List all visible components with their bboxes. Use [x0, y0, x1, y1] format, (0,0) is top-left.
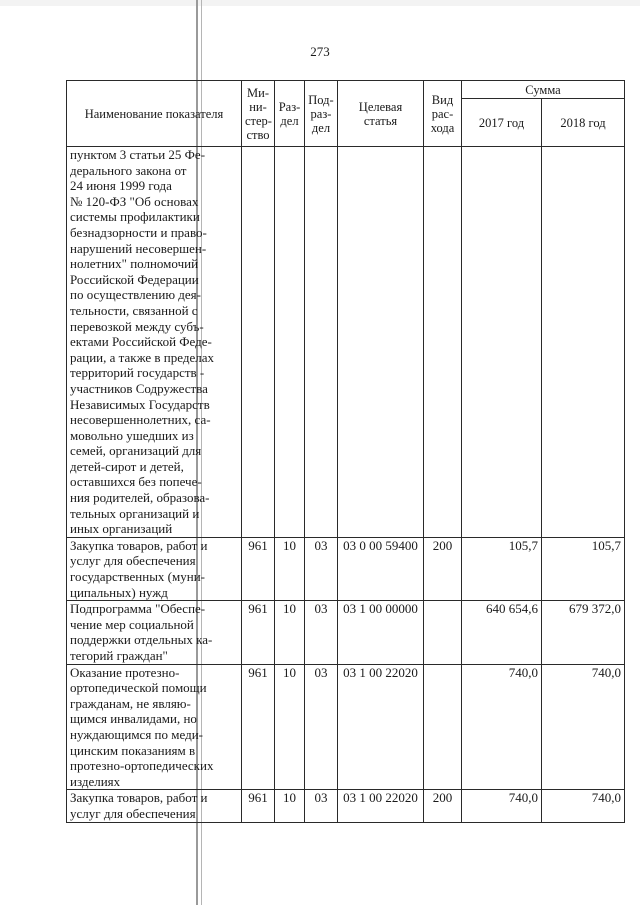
header-line: дел	[311, 120, 331, 135]
cell-sum-2018: 740,0	[542, 664, 625, 790]
name-line: цинским показаниям в	[70, 742, 196, 758]
header-line: ни-	[249, 99, 267, 114]
header-name: Наименование показателя	[67, 81, 242, 147]
header-line: Раз-	[278, 99, 301, 114]
name-line: мовольно ушедших из	[70, 427, 194, 443]
header-subsection	[305, 81, 338, 147]
cell-sum-2018: 105,7	[542, 537, 625, 600]
name-line: дерального закона от	[70, 162, 187, 178]
header-year-2017: 2017 год	[462, 99, 542, 147]
cell-target: 03 1 00 22020	[338, 790, 424, 822]
table-row	[67, 790, 625, 822]
cell-target: 03 0 00 59400	[338, 537, 424, 600]
name-line: поддержки отдельных ка-	[70, 632, 213, 648]
scan-edge	[0, 0, 640, 6]
name-line: государственных (муни-	[70, 569, 205, 585]
name-line: 24 июня 1999 года	[70, 178, 172, 194]
header-row	[67, 81, 625, 99]
name-line: тельности, связанной с	[70, 302, 198, 318]
header-expense-type	[424, 81, 462, 147]
name-line: Подпрограмма "Обеспе-	[70, 601, 206, 617]
name-line: щимся инвалидами, но	[70, 711, 197, 727]
name-line: перевозкой между субъ-	[70, 318, 204, 334]
name-line: нарушений несовершен-	[70, 240, 207, 256]
table-row	[67, 664, 625, 790]
cell-ministry: 961	[242, 537, 275, 600]
name-line: изделиях	[70, 773, 121, 789]
header-line: рас-	[431, 106, 454, 121]
cell-name	[67, 664, 242, 790]
cell-subsection: 03	[305, 664, 338, 790]
cell-expense-type: 200	[424, 537, 462, 600]
name-line: чение мер социальной	[70, 616, 194, 632]
header-line: Вид	[431, 92, 454, 107]
name-line: ортопедической помощи	[70, 680, 207, 696]
cell-sum-2017: 740,0	[462, 664, 542, 790]
cell-sum-2017: 105,7	[462, 537, 542, 600]
name-line: Оказание протезно-	[70, 664, 180, 680]
cell-sum-2018: 679 372,0	[542, 601, 625, 664]
name-line: несовершеннолетних, са-	[70, 412, 211, 428]
budget-table	[66, 80, 625, 823]
cell-sum-2017: 640 654,6	[462, 601, 542, 664]
name-line: участников Содружества	[70, 380, 208, 396]
cell-ministry: 961	[242, 601, 275, 664]
name-line: ципальных) нужд	[70, 584, 168, 600]
header-section	[275, 81, 305, 147]
cell-name	[67, 147, 242, 538]
header-target	[338, 81, 424, 147]
header-line: Под-	[308, 92, 334, 107]
name-line: тегорий граждан"	[70, 648, 168, 663]
cell-name	[67, 601, 242, 664]
name-line: гражданам, не являю-	[70, 695, 191, 711]
cell-section: 10	[275, 601, 305, 664]
name-line: пунктом 3 статьи 25 Фе-	[70, 147, 206, 162]
cell-expense-type	[424, 147, 462, 538]
cell-target: 03 1 00 00000	[338, 601, 424, 664]
name-line: рации, а также в пределах	[70, 349, 215, 365]
cell-ministry	[242, 147, 275, 538]
cell-section: 10	[275, 790, 305, 822]
name-line: ния родителей, образова-	[70, 490, 210, 506]
cell-subsection	[305, 147, 338, 538]
name-line: Закупка товаров, работ и	[70, 790, 208, 806]
name-line: детей-сирот и детей,	[70, 458, 184, 474]
name-line: оставшихся без попече-	[70, 474, 202, 490]
name-line: протезно-ортопедических	[70, 758, 214, 774]
name-line: Закупка товаров, работ и	[70, 537, 208, 553]
name-line: услуг для обеспечения	[70, 553, 196, 569]
cell-section	[275, 147, 305, 538]
header-line: хода	[430, 120, 455, 135]
name-line: нуждающимся по меди-	[70, 726, 203, 742]
cell-sum-2018: 740,0	[542, 790, 625, 822]
name-line: Независимых Государств	[70, 396, 210, 412]
cell-ministry: 961	[242, 790, 275, 822]
header-line: Целевая	[358, 99, 403, 114]
cell-target: 03 1 00 22020	[338, 664, 424, 790]
name-line: № 120-ФЗ "Об основах	[70, 193, 199, 209]
table-row	[67, 147, 625, 538]
cell-subsection: 03	[305, 790, 338, 822]
cell-sum-2017: 740,0	[462, 790, 542, 822]
table-body	[67, 147, 625, 823]
header-line: стер-	[245, 113, 272, 128]
header-ministry	[242, 81, 275, 147]
name-line: Российской Федерации	[70, 271, 199, 287]
name-line: по осуществлению дея-	[70, 287, 201, 303]
cell-subsection: 03	[305, 601, 338, 664]
header-line: дел	[280, 113, 299, 128]
cell-subsection: 03	[305, 537, 338, 600]
name-line: тельных организаций и	[70, 505, 200, 521]
name-line: территорий государств -	[70, 365, 205, 381]
cell-name	[67, 537, 242, 600]
header-line: раз-	[310, 106, 332, 121]
cell-target	[338, 147, 424, 538]
cell-expense-type	[424, 601, 462, 664]
header-line: статья	[363, 113, 398, 128]
name-line: безнадзорности и право-	[70, 224, 207, 240]
name-line: нолетних" полномочий	[70, 256, 199, 272]
cell-sum-2017	[462, 147, 542, 538]
table-row	[67, 601, 625, 664]
header-year-2018: 2018 год	[542, 99, 625, 147]
name-line: иных организаций	[70, 521, 173, 537]
cell-sum-2018	[542, 147, 625, 538]
name-line: ектами Российской Феде-	[70, 334, 212, 350]
name-line: семей, организаций для	[70, 443, 202, 459]
header-line: ство	[246, 127, 270, 142]
header-sum: Сумма	[462, 81, 625, 99]
name-line: системы профилактики	[70, 209, 200, 225]
cell-expense-type: 200	[424, 790, 462, 822]
cell-ministry: 961	[242, 664, 275, 790]
name-line: услуг для обеспечения	[70, 805, 196, 821]
header-line: Ми-	[247, 85, 269, 100]
cell-section: 10	[275, 664, 305, 790]
cell-name	[67, 790, 242, 822]
table-row	[67, 537, 625, 600]
cell-expense-type	[424, 664, 462, 790]
cell-section: 10	[275, 537, 305, 600]
page-number: 273	[310, 44, 330, 59]
